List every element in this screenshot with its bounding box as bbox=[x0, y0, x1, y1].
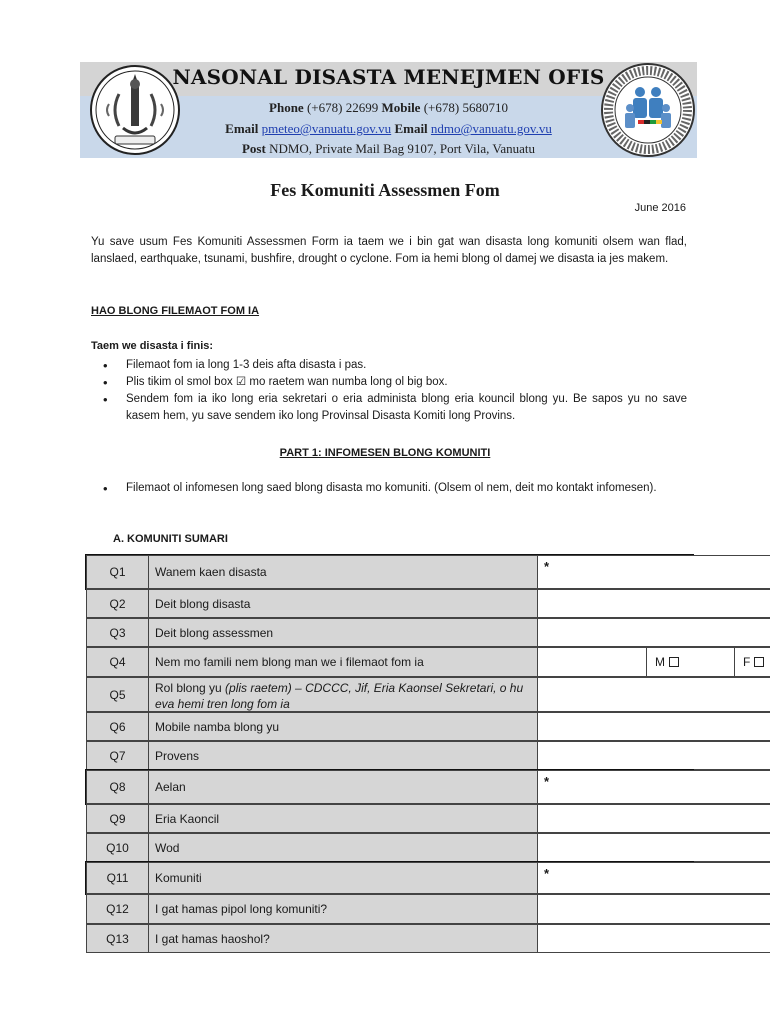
instruction-list bbox=[91, 357, 687, 425]
answer-field-population[interactable] bbox=[538, 894, 770, 924]
answer-field-disaster-type[interactable] bbox=[538, 555, 770, 589]
table-row bbox=[86, 894, 693, 924]
question-label: Deit blong disasta bbox=[149, 589, 538, 618]
question-number: Q5 bbox=[86, 677, 149, 712]
email-label: Email bbox=[225, 121, 259, 136]
question-number: Q1 bbox=[86, 555, 149, 589]
question-label bbox=[149, 677, 538, 712]
table-row bbox=[86, 589, 693, 618]
question-number: Q13 bbox=[86, 924, 149, 953]
role-label: Rol blong yu bbox=[155, 680, 226, 695]
question-label: Komuniti bbox=[149, 862, 538, 894]
required-marker: * bbox=[544, 559, 550, 574]
question-label: Provens bbox=[149, 741, 538, 770]
answer-field-assessment-date[interactable] bbox=[538, 618, 770, 647]
form-title: Fes Komuniti Assessmen Fom bbox=[270, 180, 500, 200]
section-a-heading: A. KOMUNITI SUMARI bbox=[113, 533, 228, 545]
checkbox-m[interactable] bbox=[669, 657, 679, 667]
instruction-item: • Filemaot fom ia long 1-3 deis afta disasta i pas. bbox=[91, 357, 687, 374]
gender-m-label: M bbox=[655, 655, 665, 669]
question-label: I gat hamas haoshol? bbox=[149, 924, 538, 953]
question-label: Wod bbox=[149, 833, 538, 862]
table-row bbox=[86, 618, 693, 647]
instruction-item: • Plis tikim ol smol box ☑ mo raetem wan numba long ol big box. bbox=[91, 374, 687, 391]
answer-field-disaster-date[interactable] bbox=[538, 589, 770, 618]
table-row bbox=[86, 804, 693, 833]
question-label: Nem mo famili nem blong man we i filemaot fom ia bbox=[149, 647, 538, 677]
question-number: Q6 bbox=[86, 712, 149, 741]
table-row bbox=[86, 555, 693, 589]
table-row bbox=[86, 924, 693, 953]
question-label: Aelan bbox=[149, 770, 538, 804]
post-value: NDMO, Private Mail Bag 9107, Port Vila, Vanuatu bbox=[269, 141, 536, 156]
question-number: Q11 bbox=[86, 862, 149, 894]
office-title: NASONAL DISASTA MENEJMEN OFIS bbox=[172, 65, 605, 89]
table-row bbox=[86, 770, 693, 804]
answer-field-area-council[interactable] bbox=[538, 804, 770, 833]
question-number: Q3 bbox=[86, 618, 149, 647]
question-label: Eria Kaoncil bbox=[149, 804, 538, 833]
answer-field-island[interactable] bbox=[538, 770, 770, 804]
email-link-1[interactable]: pmeteo@vanuatu.gov.vu bbox=[261, 121, 392, 136]
email-label-2: Email bbox=[394, 121, 428, 136]
email-link-2[interactable]: ndmo@vanuatu.gov.vu bbox=[430, 121, 552, 136]
gender-option-f[interactable] bbox=[734, 647, 770, 677]
question-number: Q12 bbox=[86, 894, 149, 924]
instruction-item: • Sendem fom ia iko long eria sekretari o eria administa blong eria kouncil blong yu. Be sapos yu no save kasem hem, yu save sendem iko long Provinsal Disasta Komiti long Provins. bbox=[91, 391, 687, 425]
part1-bullet: • Filemaot ol infomesen long saed blong disasta mo komuniti. (Olsem ol nem, deit mo kontakt infomesen). bbox=[91, 480, 687, 497]
required-marker: * bbox=[544, 774, 550, 789]
required-marker: * bbox=[544, 866, 550, 881]
answer-field-role[interactable] bbox=[538, 677, 770, 712]
answer-field-mobile[interactable] bbox=[538, 712, 770, 741]
gender-f-label: F bbox=[743, 655, 751, 669]
question-number: Q7 bbox=[86, 741, 149, 770]
part1-heading: PART 1: INFOMESEN BLONG KOMUNITI bbox=[279, 447, 491, 459]
gender-option-m[interactable] bbox=[646, 647, 696, 677]
vanuatu-seal-icon bbox=[89, 64, 181, 156]
part1-list bbox=[91, 480, 687, 497]
form-date: June 2016 bbox=[634, 202, 686, 214]
question-label: Mobile namba blong yu bbox=[149, 712, 538, 741]
answer-field-community[interactable] bbox=[538, 862, 770, 894]
question-number: Q8 bbox=[86, 770, 149, 804]
question-number: Q4 bbox=[86, 647, 149, 677]
answer-field-province[interactable] bbox=[538, 741, 770, 770]
checkbox-f[interactable] bbox=[754, 657, 764, 667]
intro-paragraph: Yu save usum Fes Komuniti Assessmen Form ia taem we i bin gat wan disasta long komuniti olsem wan flad, lanslaed, earthquake, tsunami, bushfire, drought o cyclone. Fom ia hemi blong ol damej we disasta ia jes makem. bbox=[91, 236, 687, 265]
question-number: Q9 bbox=[86, 804, 149, 833]
post-label: Post bbox=[241, 141, 266, 156]
role-hint: (plis raetem) – CDCCC, Jif, Eria Kaonsel Sekretari, o hu eva hemi tren long fom ia bbox=[155, 680, 524, 711]
question-label: Wanem kaen disasta bbox=[149, 555, 538, 589]
question-label: I gat hamas pipol long komuniti? bbox=[149, 894, 538, 924]
answer-field-ward[interactable] bbox=[538, 833, 770, 862]
question-label: Deit blong assessmen bbox=[149, 618, 538, 647]
ndmo-logo-icon bbox=[600, 62, 696, 158]
table-row bbox=[86, 741, 693, 770]
table-row bbox=[86, 862, 693, 894]
when-heading: Taem we disasta i finis: bbox=[91, 340, 214, 352]
howto-heading: HAO BLONG FILEMAOT FOM IA bbox=[91, 305, 260, 317]
table-row bbox=[86, 677, 693, 712]
mobile-value: (+678) 5680710 bbox=[423, 100, 508, 115]
answer-field-households[interactable] bbox=[538, 924, 770, 953]
phone-value: (+678) 22699 bbox=[306, 100, 379, 115]
mobile-label: Mobile bbox=[381, 100, 421, 115]
table-row bbox=[86, 833, 693, 862]
phone-label: Phone bbox=[269, 100, 304, 115]
table-row bbox=[86, 647, 751, 677]
question-number: Q10 bbox=[86, 833, 149, 862]
question-number: Q2 bbox=[86, 589, 149, 618]
table-row bbox=[86, 712, 693, 741]
